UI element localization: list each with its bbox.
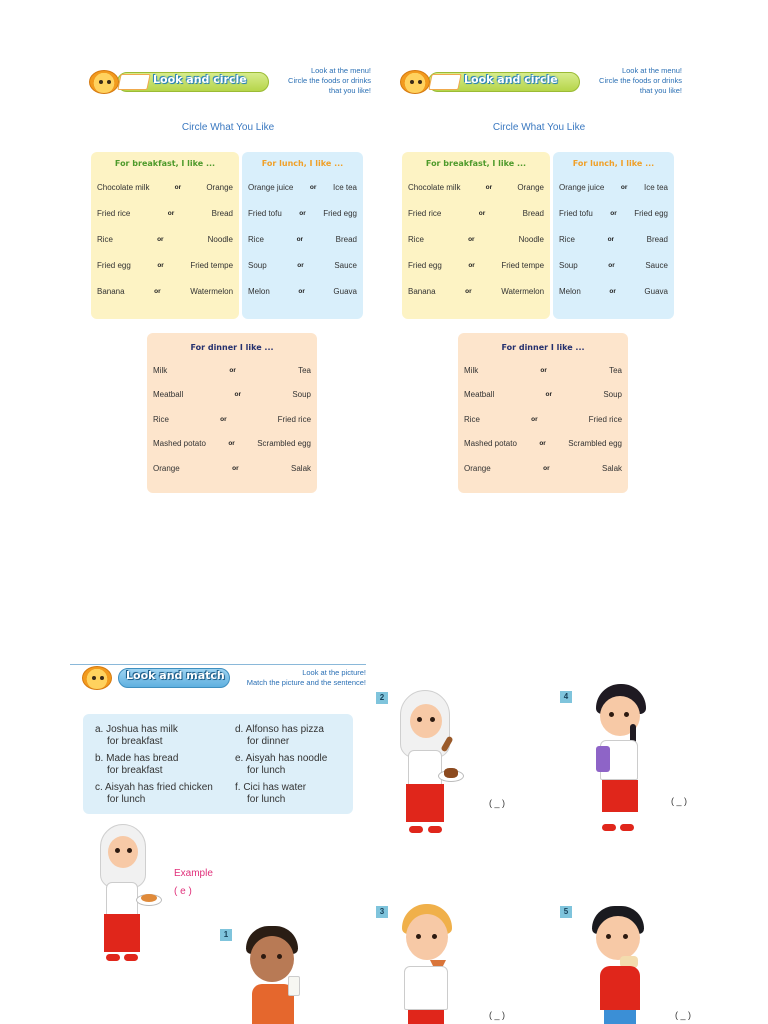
skirt: [406, 784, 444, 822]
worksheet-subtitle: Circle What You Like: [492, 122, 586, 133]
choice-left[interactable]: Fried rice: [408, 208, 442, 218]
choice-left[interactable]: Chocolate milk: [97, 182, 150, 192]
or-label: or: [543, 464, 550, 472]
worksheet-right: [396, 62, 682, 492]
picture-number-2: 2: [376, 692, 388, 704]
choice-right[interactable]: Soup: [292, 390, 311, 400]
or-label: or: [531, 415, 538, 423]
breakfast-heading: For breakfast, I like ...: [425, 159, 527, 168]
or-label: or: [485, 183, 493, 191]
eye: [430, 717, 435, 722]
choice-right[interactable]: Orange: [206, 182, 233, 192]
face: [406, 914, 448, 960]
choice-right[interactable]: Guava: [644, 286, 668, 296]
face: [108, 836, 138, 868]
choice-row: [559, 174, 668, 200]
choice-right[interactable]: Soup: [603, 390, 622, 400]
or-label: or: [607, 235, 615, 243]
choice-right[interactable]: Tea: [609, 365, 622, 375]
choice-row: [408, 174, 544, 200]
dinner-box: [458, 333, 628, 493]
eye: [624, 712, 629, 717]
sentence-line: d. Alfonso has pizza: [235, 724, 324, 735]
choice-row: [153, 358, 311, 383]
sentence-line: f. Cici has water: [235, 782, 307, 793]
shoe: [106, 954, 120, 961]
choice-row: [153, 407, 311, 432]
answer-blank-4[interactable]: ( _ ): [671, 796, 688, 806]
sentence-line: c. Aisyah has fried chicken: [95, 782, 213, 793]
open-book-icon: [117, 74, 150, 90]
banner-title: Look and match: [126, 669, 225, 682]
instruction-line: Look at the picture!: [302, 668, 366, 677]
fried-chicken-icon: [444, 768, 458, 778]
hijab-girl-with-chicken-illustration: [398, 690, 468, 840]
choice-right[interactable]: Noodle: [518, 234, 544, 244]
face: [596, 916, 640, 960]
eye: [606, 934, 611, 939]
or-label: or: [468, 261, 475, 269]
choice-left[interactable]: Orange: [153, 463, 180, 473]
choice-right[interactable]: Guava: [333, 286, 357, 296]
choice-row: [559, 278, 668, 304]
choice-right[interactable]: Ice tea: [643, 182, 668, 192]
sentence-line: for lunch: [247, 794, 286, 805]
shirt: [600, 966, 640, 1010]
dinner-box: [147, 333, 317, 493]
choice-left[interactable]: Fried egg: [408, 260, 442, 270]
eye: [115, 848, 120, 853]
noodle-icon: [141, 894, 157, 902]
look-and-match-header: [70, 662, 366, 702]
choice-row: [248, 200, 357, 226]
sentence-line: for lunch: [107, 794, 146, 805]
banner-title: Look and circle: [464, 73, 558, 86]
choice-row: [248, 174, 357, 200]
or-label: or: [478, 209, 486, 217]
sentence-a: [95, 724, 178, 748]
answer-blank-5[interactable]: ( _ ): [675, 1010, 692, 1020]
breakfast-heading: For breakfast, I like ...: [114, 159, 216, 168]
instruction-line: that you like!: [639, 86, 682, 95]
choice-right[interactable]: Fried egg: [634, 208, 668, 218]
choice-left[interactable]: Melon: [559, 286, 581, 296]
choice-left[interactable]: Melon: [248, 286, 270, 296]
or-label: or: [228, 440, 235, 448]
shoe: [124, 954, 138, 961]
face: [410, 704, 442, 738]
choice-left[interactable]: Fried tofu: [559, 208, 593, 218]
choice-row: [97, 252, 233, 278]
sentence-line: for breakfast: [107, 736, 163, 747]
look-and-circle-banner: [400, 70, 580, 94]
instruction-line: Match the picture and the sentence!: [246, 678, 366, 687]
sentence-d: [235, 724, 324, 748]
sentence-f: [235, 782, 306, 806]
choice-right[interactable]: Bread: [646, 234, 668, 244]
choice-right[interactable]: Bread: [335, 234, 357, 244]
example-answer: ( e ): [174, 886, 192, 897]
choice-row: [153, 383, 311, 408]
choice-left[interactable]: Orange: [464, 463, 491, 473]
or-label: or: [154, 287, 161, 295]
or-label: or: [157, 261, 164, 269]
shoe: [620, 824, 634, 831]
sentence-box: [83, 714, 353, 814]
open-book-icon: [428, 74, 461, 90]
choice-row: [464, 456, 622, 481]
face: [250, 936, 294, 982]
choice-left[interactable]: Rice: [248, 234, 265, 244]
milk-glass-icon: [288, 976, 300, 996]
or-label: or: [296, 235, 304, 243]
eye: [417, 717, 422, 722]
boy-with-pizza-illustration: [398, 904, 468, 1024]
picture-number-3: 3: [376, 906, 388, 918]
header-divider: [70, 664, 366, 665]
choice-left[interactable]: Mashed potato: [464, 439, 517, 449]
or-label: or: [545, 391, 553, 399]
or-label: or: [468, 235, 475, 243]
boy-with-bread-illustration: [590, 906, 656, 1024]
choice-row: [464, 407, 622, 432]
or-label: or: [540, 366, 547, 374]
breakfast-box: [402, 152, 550, 319]
sentence-line: for lunch: [247, 765, 286, 776]
or-label: or: [620, 183, 628, 191]
choice-left[interactable]: Orange juice: [559, 182, 605, 192]
choice-right[interactable]: Fried tempe: [190, 260, 234, 270]
look-and-circle-banner: [89, 70, 269, 94]
choice-right[interactable]: Bread: [522, 208, 545, 218]
worksheet-header: [85, 62, 371, 102]
choice-row: [408, 278, 544, 304]
choice-right[interactable]: Scrambled egg: [257, 439, 311, 449]
example-label: Example: [174, 868, 213, 879]
choice-row: [97, 174, 233, 200]
choice-left[interactable]: Soup: [559, 260, 578, 270]
choice-right[interactable]: Fried rice: [277, 414, 312, 424]
choice-right[interactable]: Salak: [291, 463, 312, 473]
lunch-heading: For lunch, I like ...: [261, 159, 344, 168]
girl-with-water-illustration: [592, 684, 656, 836]
look-and-match-banner: [82, 666, 242, 690]
lunch-box: [553, 152, 674, 319]
choice-left[interactable]: Banana: [97, 286, 125, 296]
lunch-box: [242, 152, 363, 319]
choice-row: [464, 383, 622, 408]
or-label: or: [220, 415, 227, 423]
water-bottle-icon: [596, 746, 610, 772]
choice-left[interactable]: Banana: [408, 286, 436, 296]
or-label: or: [539, 440, 546, 448]
tiger-mascot-icon: [89, 70, 119, 94]
choice-left[interactable]: Fried tofu: [248, 208, 282, 218]
or-label: or: [299, 209, 306, 217]
or-label: or: [229, 366, 236, 374]
choice-left[interactable]: Rice: [97, 234, 114, 244]
shoe: [428, 826, 442, 833]
choice-right[interactable]: Watermelon: [501, 286, 545, 296]
instruction-line: Circle the foods or drinks: [599, 76, 682, 85]
shorts: [604, 1010, 636, 1024]
or-label: or: [232, 464, 239, 472]
choice-right[interactable]: Bread: [211, 208, 234, 218]
choice-row: [248, 226, 357, 252]
instruction-line: Look at the menu!: [310, 66, 371, 75]
breakfast-box: [91, 152, 239, 319]
instruction-line: Circle the foods or drinks: [288, 76, 371, 85]
boy-with-milk-illustration: [244, 926, 310, 1024]
sentence-b: [95, 753, 178, 777]
picture-number-5: 5: [560, 906, 572, 918]
or-label: or: [609, 287, 616, 295]
sentence-line: a. Joshua has milk: [95, 724, 178, 735]
worksheet-left: [85, 62, 371, 492]
or-label: or: [157, 235, 164, 243]
or-label: or: [465, 287, 472, 295]
choice-left[interactable]: Soup: [248, 260, 267, 270]
instruction-line: that you like!: [328, 86, 371, 95]
sentence-line: e. Aisyah has noodle: [235, 753, 328, 764]
or-label: or: [608, 261, 615, 269]
shoe: [602, 824, 616, 831]
choice-right[interactable]: Sauce: [334, 260, 357, 270]
choice-right[interactable]: Salak: [602, 463, 623, 473]
choice-left[interactable]: Milk: [464, 365, 479, 375]
answer-blank-2[interactable]: ( _ ): [489, 798, 506, 808]
choice-right[interactable]: Watermelon: [190, 286, 234, 296]
choice-left[interactable]: Rice: [153, 414, 170, 424]
choice-left[interactable]: Orange juice: [248, 182, 294, 192]
shorts: [408, 1010, 444, 1024]
choice-left[interactable]: Milk: [153, 365, 168, 375]
shoe: [409, 826, 423, 833]
or-label: or: [234, 391, 242, 399]
eye: [127, 848, 132, 853]
choice-row: [464, 432, 622, 457]
choice-right[interactable]: Orange: [517, 182, 544, 192]
skirt: [104, 914, 140, 952]
choice-right[interactable]: Tea: [298, 365, 311, 375]
worksheet-subtitle: Circle What You Like: [181, 122, 275, 133]
sentence-line: for dinner: [247, 736, 290, 747]
sentence-c: [95, 782, 213, 806]
choice-right[interactable]: Fried egg: [323, 208, 357, 218]
eye: [623, 934, 628, 939]
eye: [609, 712, 614, 717]
choice-left[interactable]: Meatball: [464, 390, 495, 400]
choice-left[interactable]: Rice: [408, 234, 425, 244]
banner-title: Look and circle: [153, 73, 247, 86]
choice-left[interactable]: Fried rice: [97, 208, 131, 218]
choice-row: [559, 200, 668, 226]
choice-right[interactable]: Fried tempe: [501, 260, 545, 270]
choice-right[interactable]: Sauce: [645, 260, 668, 270]
choice-left[interactable]: Meatball: [153, 390, 184, 400]
choice-row: [248, 278, 357, 304]
choice-row: [408, 200, 544, 226]
example-girl-illustration: [96, 824, 166, 969]
choice-left[interactable]: Chocolate milk: [408, 182, 461, 192]
choice-row: [408, 252, 544, 278]
choice-left[interactable]: Rice: [464, 414, 481, 424]
tiger-mascot-icon: [400, 70, 430, 94]
or-label: or: [298, 287, 305, 295]
or-label: or: [297, 261, 304, 269]
choice-left[interactable]: Mashed potato: [153, 439, 206, 449]
or-label: or: [610, 209, 617, 217]
sentence-line: b. Made has bread: [95, 753, 179, 764]
choice-row: [248, 252, 357, 278]
or-label: or: [167, 209, 175, 217]
skirt: [602, 780, 638, 812]
shirt: [106, 882, 138, 916]
choice-row: [559, 226, 668, 252]
sentence-line: for breakfast: [107, 765, 163, 776]
dinner-heading: For dinner I like ...: [501, 343, 585, 352]
shirt: [408, 750, 442, 786]
choice-right[interactable]: Fried rice: [588, 414, 623, 424]
lunch-heading: For lunch, I like ...: [572, 159, 655, 168]
choice-left[interactable]: Rice: [559, 234, 576, 244]
or-label: or: [309, 183, 317, 191]
choice-row: [97, 200, 233, 226]
instruction-text: [572, 66, 682, 96]
picture-number-4: 4: [560, 691, 572, 703]
choice-right[interactable]: Ice tea: [332, 182, 357, 192]
answer-blank-3[interactable]: ( _ ): [489, 1010, 506, 1020]
choice-row: [97, 278, 233, 304]
instruction-line: Look at the menu!: [621, 66, 682, 75]
or-label: or: [174, 183, 182, 191]
shirt: [404, 966, 448, 1010]
choice-right[interactable]: Scrambled egg: [568, 439, 622, 449]
worksheet-header: [396, 62, 682, 102]
choice-right[interactable]: Noodle: [207, 234, 233, 244]
instruction-text: [261, 66, 371, 96]
choice-row: [97, 226, 233, 252]
picture-number-1: 1: [220, 929, 232, 941]
choice-row: [559, 252, 668, 278]
choice-left[interactable]: Fried egg: [97, 260, 131, 270]
eye: [261, 954, 266, 959]
choice-row: [153, 456, 311, 481]
choice-row: [408, 226, 544, 252]
eye: [277, 954, 282, 959]
instruction-text: [226, 668, 366, 688]
eye: [416, 934, 421, 939]
eye: [432, 934, 437, 939]
dinner-heading: For dinner I like ...: [190, 343, 274, 352]
choice-row: [464, 358, 622, 383]
tiger-mascot-icon: [82, 666, 112, 690]
choice-row: [153, 432, 311, 457]
sentence-e: [235, 753, 327, 777]
